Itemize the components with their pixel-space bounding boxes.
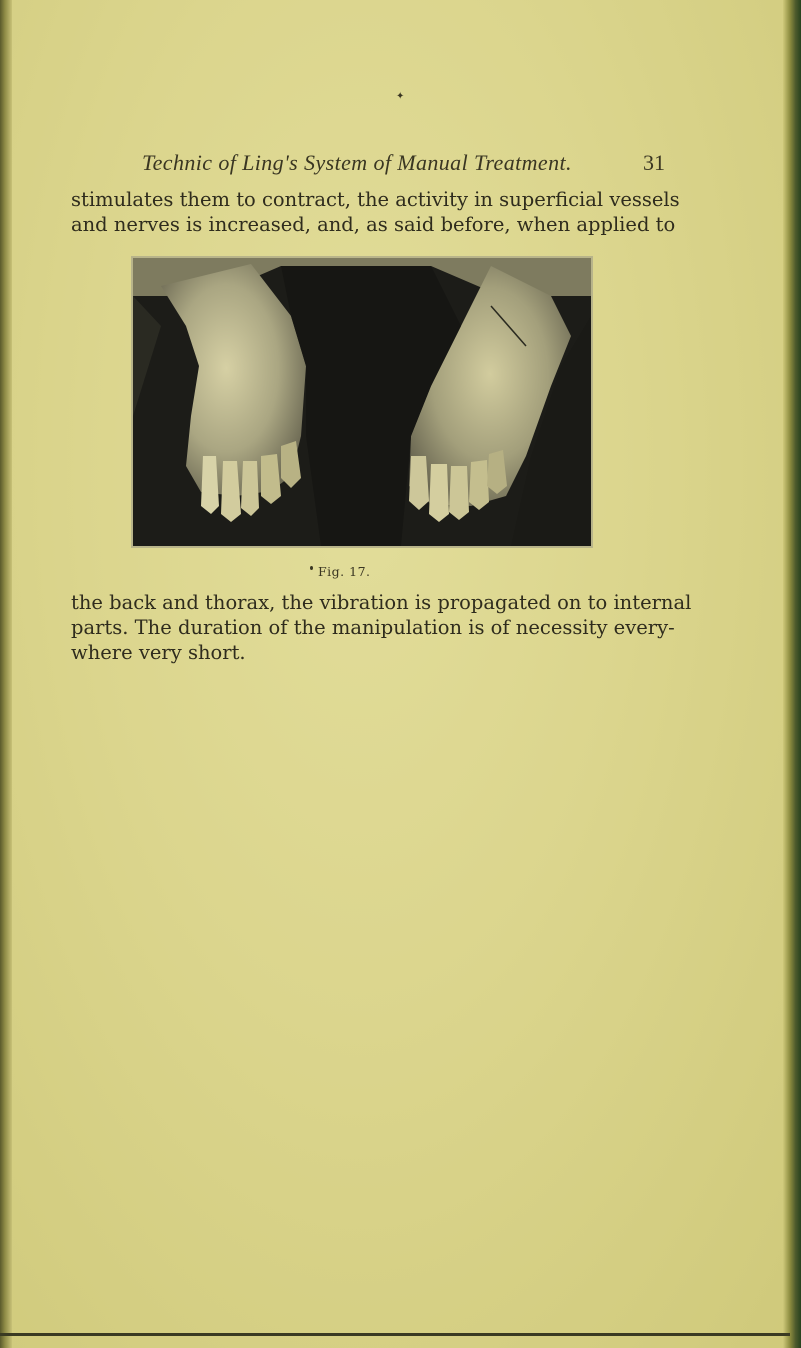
figure-hands-vibration-illustration — [131, 256, 593, 548]
right-finger — [449, 466, 469, 520]
figure-caption: Fig. 17. — [318, 564, 371, 579]
text-line: the back and thorax, the vibration is propagated on to internal — [71, 591, 692, 614]
page-bottom-rule — [0, 1333, 790, 1336]
left-finger — [241, 461, 259, 516]
text-line: where very short. — [71, 641, 246, 664]
right-finger — [469, 460, 489, 510]
page-edge-shadow — [783, 0, 801, 1348]
printer-mark: ✦ — [396, 91, 405, 102]
text-line: and nerves is increased, and, as said before, when applied to — [71, 213, 676, 236]
right-finger — [409, 456, 429, 510]
text-line: parts. The duration of the manipulation is of necessity every- — [71, 616, 675, 639]
running-header: Technic of Ling's System of Manual Treatment. — [142, 150, 572, 175]
right-finger — [429, 464, 449, 522]
left-finger — [201, 456, 219, 514]
page-number: 31 — [643, 150, 665, 175]
page-gutter-shadow — [0, 0, 12, 1348]
caption-dot — [310, 566, 313, 570]
text-line: stimulates them to contract, the activity in superficial vessels — [71, 188, 680, 211]
paragraph-before-figure — [71, 187, 691, 237]
paragraph-after-figure — [71, 590, 691, 665]
